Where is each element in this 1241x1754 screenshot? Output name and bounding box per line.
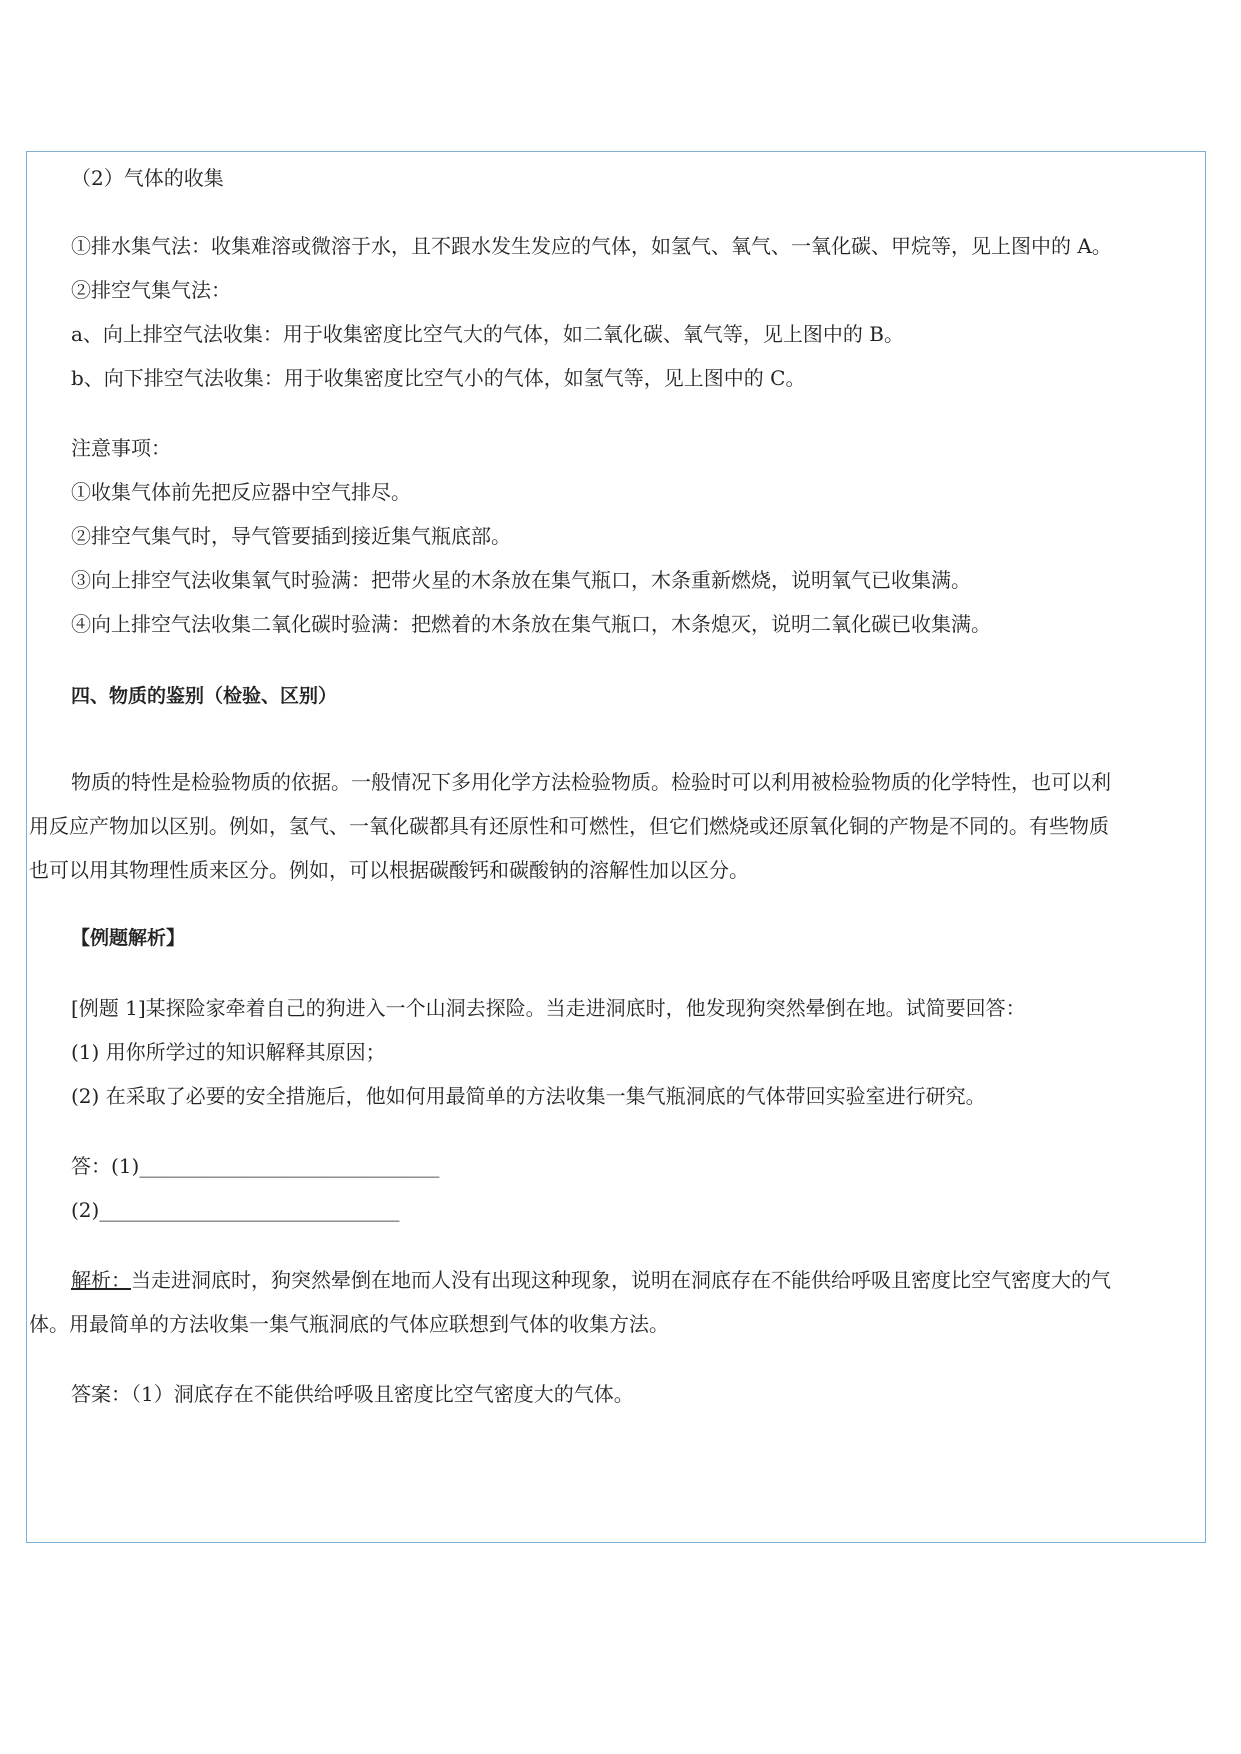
answer-partial-text: 答案：（1）洞底存在不能供给呼吸且密度比空气密度大的气体。 <box>71 1382 634 1406</box>
downward-method-text: b、向下排空气法收集：用于收集密度比空气小的气体，如氢气等，见上图中的 C。 <box>71 366 806 390</box>
section4-para-line-2: 用反应产物加以区别。例如，氢气、一氧化碳都具有还原性和可燃性，但它们燃烧或还原氧化铜的产物是不同的。有些物质 <box>29 814 1109 838</box>
water-method-text: ①排水集气法：收集难溶或微溶于水，且不跟水发生发应的气体，如氢气、氧气、一氧化碳、甲烷等，见上图中的 A。 <box>71 234 1112 258</box>
note-item-2: ②排空气集气时，导气管要插到接近集气瓶底部。 <box>71 524 511 548</box>
air-method-text: ②排空气集气法： <box>71 278 231 302</box>
upward-method-text: a、向上排空气法收集：用于收集密度比空气大的气体，如二氧化碳、氧气等，见上图中的 B。 <box>71 322 904 346</box>
note-item-4: ④向上排空气法收集二氧化碳时验满：把燃着的木条放在集气瓶口，木条熄灭，说明二氧化碳已收集满。 <box>71 612 991 636</box>
example-question: [例题 1]某探险家牵着自己的狗进入一个山洞去探险。当走进洞底时，他发现狗突然晕倒在地。试简要回答： <box>71 996 1026 1020</box>
analysis-line-2: 体。用最简单的方法收集一集气瓶洞底的气体应联想到气体的收集方法。 <box>29 1312 669 1336</box>
gas-collection-heading: （2）气体的收集 <box>71 166 224 190</box>
example-heading: 【例题解析】 <box>71 927 186 949</box>
note-item-1: ①收集气体前先把反应器中空气排尽。 <box>71 480 411 504</box>
section4-para-line-1: 物质的特性是检验物质的依据。一般情况下多用化学方法检验物质。检验时可以利用被检验物质的化学特性，也可以利 <box>71 770 1111 794</box>
example-sub-question-2: (2) 在采取了必要的安全措施后，他如何用最简单的方法收集一集气瓶洞底的气体带回实验室进行研究。 <box>71 1084 986 1108</box>
section4-heading: 四、物质的鉴别（检验、区别） <box>71 685 338 707</box>
analysis-line-1 <box>71 1266 1111 1294</box>
note-item-3: ③向上排空气法收集氧气时验满：把带火星的木条放在集气瓶口，木条重新燃烧，说明氧气已收集满。 <box>71 568 971 592</box>
analysis-label: 解析： <box>71 1268 131 1292</box>
notes-title: 注意事项： <box>71 436 171 460</box>
analysis-text-1: 当走进洞底时，狗突然晕倒在地而人没有出现这种现象，说明在洞底存在不能供给呼吸且密度比空气密度大的气 <box>131 1268 1111 1292</box>
content-frame <box>26 151 1206 1543</box>
answer-blank-1: 答：(1)______________________________ <box>71 1154 440 1178</box>
example-sub-question-1: (1) 用你所学过的知识解释其原因； <box>71 1040 386 1064</box>
answer-blank-2: (2)______________________________ <box>71 1198 400 1222</box>
section4-para-line-3: 也可以用其物理性质来区分。例如，可以根据碳酸钙和碳酸钠的溶解性加以区分。 <box>29 858 749 882</box>
